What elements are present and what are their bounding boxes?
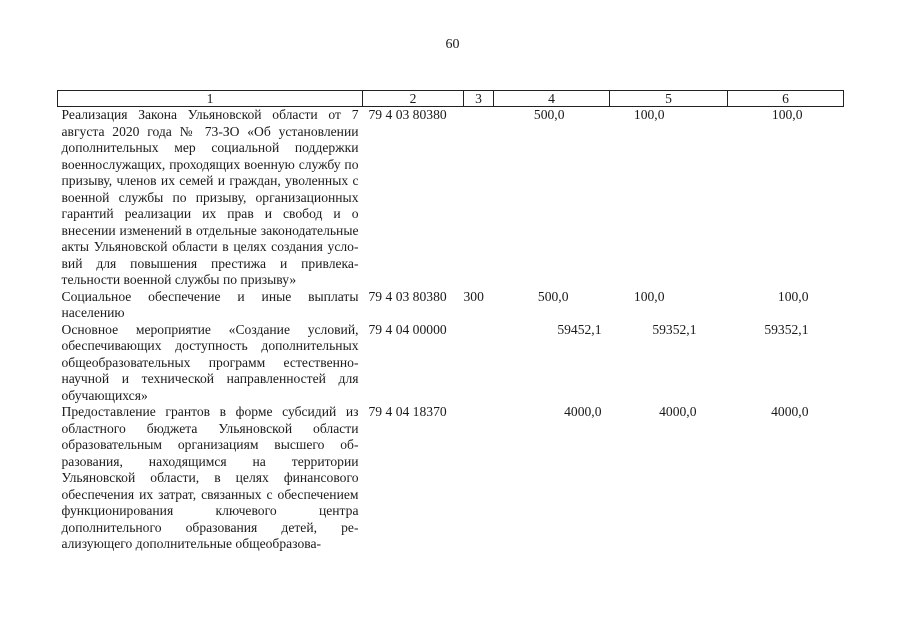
row-value-col4: 4000,0 (564, 404, 602, 419)
table-row (58, 322, 844, 405)
table-row (58, 404, 844, 553)
row-expense-type: 300 (463, 288, 484, 304)
row-value-col4: 500,0 (533, 107, 565, 122)
column-header-3: 3 (464, 91, 494, 107)
row-value-col4: 500,0 (537, 288, 569, 304)
row-name: Реализация Закона Ульяновской области от 7 августа 2020 года № 73-ЗО «Об установлении дополнительных мер социальной поддержки военнослужащих, проходящих военную службу по призыву, членов их семей и граждан, уволенных с военной службы по призыву, организационных гарантий реализации их прав и свобод и о внесении изменений в отдельные законодательные акты Ульяновской области в целях создания условий для повышения престижа и привлекательности военной службы по призыву» (61, 107, 359, 287)
row-name: Социальное обеспечение и иные выплаты населению (61, 288, 359, 320)
row-value-col6: 4000,0 (771, 404, 809, 419)
row-name: Основное мероприятие «Создание условий, обеспечивающих доступность дополнительных общеобразовательных программ естественно-научной и технической направленностей для обучающихся» (61, 321, 359, 403)
row-target-code: 79 4 03 80380 (368, 288, 447, 304)
column-header-4: 4 (494, 91, 610, 107)
column-header-5: 5 (610, 91, 728, 107)
table-row (58, 289, 844, 322)
row-target-code: 79 4 04 18370 (368, 404, 447, 419)
row-target-code: 79 4 03 80380 (368, 107, 447, 122)
row-value-col4: 59452,1 (557, 321, 602, 337)
budget-table (57, 90, 844, 553)
row-value-col6: 59352,1 (764, 321, 809, 337)
row-value-col5: 59352,1 (652, 321, 697, 337)
row-expense-type (464, 107, 494, 289)
row-value-col6: 100,0 (777, 288, 809, 304)
column-header-1: 1 (58, 91, 363, 107)
page-number: 60 (445, 37, 460, 52)
row-name: Предоставление грантов в форме субсидий из областного бюджета Ульяновской области образовательным организациям высшего образования, находящимся на территории Ульяновской области, в целях финансового обеспечения их затрат, связанных с обеспечением функционирования ключевого центра дополнительного образования детей, реализующего дополнительные общеобразова- (61, 404, 359, 551)
column-header-2: 2 (363, 91, 464, 107)
row-value-col5: 100,0 (633, 288, 665, 304)
column-header-6: 6 (728, 91, 844, 107)
row-expense-type (464, 404, 494, 553)
table-row (58, 107, 844, 289)
row-value-col6: 100,0 (771, 107, 803, 122)
row-value-col5: 100,0 (633, 107, 665, 122)
row-value-col5: 4000,0 (659, 404, 697, 419)
row-target-code: 79 4 04 00000 (368, 321, 447, 337)
table-header-row (58, 91, 844, 107)
row-expense-type (464, 322, 494, 405)
